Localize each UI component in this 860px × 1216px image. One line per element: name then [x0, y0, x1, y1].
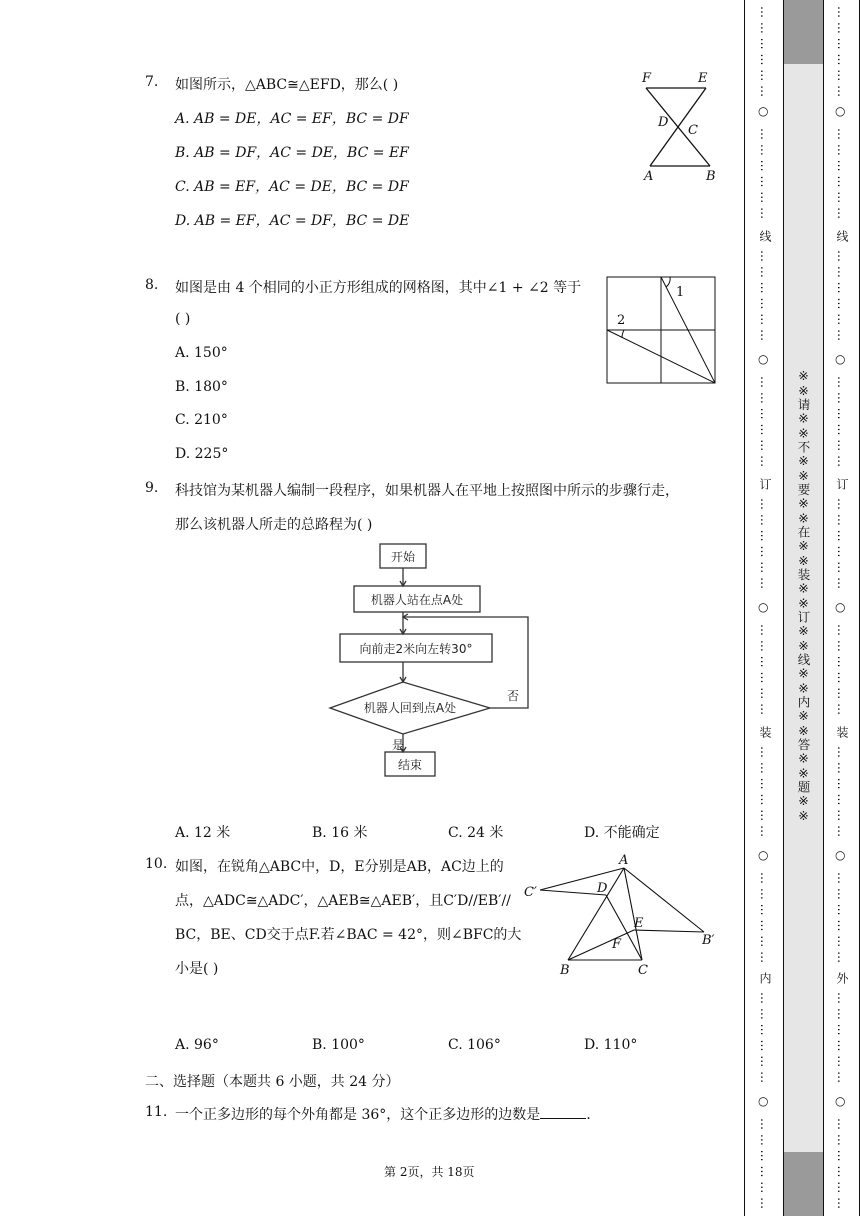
- outer-circle-2: ○: [835, 352, 846, 366]
- q9-flowchart: [328, 540, 532, 788]
- outer-dots-9: … … … … … …: [835, 992, 849, 1084]
- q7-label-e: E: [698, 71, 708, 86]
- q8-option-a: A. 150°: [175, 345, 228, 361]
- outer-circle-5: ○: [835, 1094, 846, 1108]
- q8-grid-figure: [606, 276, 718, 386]
- inner-circle-2: ○: [758, 352, 769, 366]
- outer-dots-5: … … … … … …: [835, 498, 849, 590]
- outer-circle-4: ○: [835, 848, 846, 862]
- q8-angle-1-label: 1: [676, 285, 685, 300]
- q7-stem: 如图所示，△ABC≅△EFD，那么( ): [175, 77, 399, 93]
- q10-triangle-figure: [520, 850, 720, 980]
- q8-option-c: C. 210°: [175, 412, 228, 428]
- q7-option-d: D. AB = EF，AC = DF，BC = DE: [175, 213, 410, 229]
- outer-dots-6: … … … … … …: [835, 624, 849, 716]
- q7-figure: [636, 66, 726, 186]
- q9-stem: 科技馆为某机器人编制一段程序，如果机器人在平地上按照图中所示的步骤行走，: [175, 483, 679, 499]
- inner-label-nei: 内: [758, 972, 772, 984]
- outer-dots-1: … … … … … …: [835, 6, 849, 98]
- inner-dots-10: … … … … … …: [758, 1118, 772, 1210]
- q8-stem-paren: ( ): [175, 311, 191, 327]
- inner-circle-5: ○: [758, 1094, 769, 1108]
- outer-dots-10: … … … … … …: [835, 1118, 849, 1210]
- q11-stem-end: .: [586, 1107, 591, 1123]
- flow-start-label: 开始: [390, 550, 416, 564]
- q7-label-f: F: [642, 71, 652, 86]
- q10-label-b-prime: B′: [702, 933, 715, 948]
- inner-dots-5: … … … … … …: [758, 498, 772, 590]
- binding-line-3: [823, 0, 824, 1216]
- inner-dots-2: … … … … … …: [758, 128, 772, 220]
- q10-label-b: B: [560, 963, 570, 978]
- flow-yes-label: 是: [391, 738, 405, 752]
- binding-notice: ※※请※※不※※要※※在※※装※※订※※线※※内※※答※※题※※: [796, 368, 811, 823]
- flow-no-label: 否: [506, 689, 520, 703]
- q8-number: 8.: [145, 277, 159, 293]
- q10-option-b: B. 100°: [312, 1037, 365, 1053]
- outer-dots-4: … … … … … …: [835, 376, 849, 468]
- q10-label-a: A: [619, 853, 629, 868]
- q10-label-c-prime: C′: [524, 885, 537, 900]
- binding-line-1: [744, 0, 745, 1216]
- q8-option-b: B. 180°: [175, 379, 228, 395]
- q9-stem-line2: 那么该机器人所走的总路程为( ): [175, 517, 373, 533]
- outer-dots-7: … … … … … …: [835, 746, 849, 838]
- binding-gray-bottom: [783, 1152, 823, 1216]
- q9-option-a: A. 12 米: [175, 825, 231, 841]
- q10-option-a: A. 96°: [175, 1037, 219, 1053]
- outer-label-ding: 订: [835, 478, 849, 490]
- q7-label-d: D: [658, 115, 669, 130]
- outer-label-zhuang: 装: [835, 726, 849, 738]
- q10-line-3: BC，BE、CD交于点F.若∠BAC = 42°，则∠BFC的大: [175, 927, 522, 943]
- flow-decision-label: 机器人回到点A处: [363, 701, 457, 715]
- q11-number: 11.: [145, 1104, 168, 1120]
- page-footer: 第 2页，共 18页: [384, 1165, 475, 1179]
- inner-dots-6: … … … … … …: [758, 624, 772, 716]
- q10-line-4: 小是( ): [175, 961, 219, 977]
- inner-label-zhuang: 装: [758, 726, 772, 738]
- q10-label-c: C: [638, 963, 648, 978]
- q7-label-a: A: [644, 169, 654, 184]
- outer-circle-3: ○: [835, 600, 846, 614]
- section-two-heading: 二、选择题（本题共 6 小题，共 24 分）: [145, 1074, 400, 1090]
- outer-dots-8: … … … … … …: [835, 872, 849, 964]
- inner-dots-8: … … … … … …: [758, 872, 772, 964]
- q9-option-b: B. 16 米: [312, 825, 368, 841]
- q10-line-2: 点，△ADC≅△ADC′，△AEB≅△AEB′，且C′D//EB′//: [175, 893, 511, 909]
- q10-line-1: 如图，在锐角△ABC中，D，E分别是AB，AC边上的: [175, 859, 504, 875]
- q10-label-e: E: [634, 916, 644, 931]
- outer-dots-3: … … … … … …: [835, 250, 849, 342]
- q11-answer-blank: [540, 1106, 586, 1119]
- outer-label-xian: 线: [835, 230, 849, 242]
- flow-end-label: 结束: [397, 758, 423, 772]
- inner-circle-3: ○: [758, 600, 769, 614]
- binding-gray-top: [783, 0, 823, 64]
- flow-step1-label: 机器人站在点A处: [370, 593, 464, 607]
- inner-dots-3: … … … … … …: [758, 250, 772, 342]
- inner-circle-1: ○: [758, 104, 769, 118]
- q7-option-b: B. AB = DF，AC = DE，BC = EF: [175, 145, 409, 161]
- q8-stem: 如图是由 4 个相同的小正方形组成的网格图，其中∠1 + ∠2 等于: [175, 280, 582, 296]
- inner-dots-4: … … … … … …: [758, 376, 772, 468]
- q7-label-c: C: [688, 123, 698, 138]
- q11-stem-text: 一个正多边形的每个外角都是 36°，这个正多边形的边数是: [175, 1107, 541, 1123]
- outer-dots-2: … … … … … …: [835, 128, 849, 220]
- q10-option-d: D. 110°: [584, 1037, 638, 1053]
- q9-option-c: C. 24 米: [448, 825, 504, 841]
- q10-label-f: F: [612, 937, 622, 952]
- q10-label-d: D: [597, 881, 608, 896]
- inner-dots-9: … … … … … …: [758, 992, 772, 1084]
- inner-dots-1: … … … … … …: [758, 6, 772, 98]
- q7-label-b: B: [706, 169, 716, 184]
- q10-option-c: C. 106°: [448, 1037, 501, 1053]
- flow-step2-label: 向前走2米向左转30°: [359, 642, 473, 656]
- inner-circle-4: ○: [758, 848, 769, 862]
- q7-option-a: A. AB = DE，AC = EF，BC = DF: [175, 111, 409, 127]
- binding-line-2: [783, 0, 784, 1216]
- inner-label-xian: 线: [758, 230, 772, 242]
- outer-circle-1: ○: [835, 104, 846, 118]
- inner-dots-7: … … … … … …: [758, 746, 772, 838]
- q7-number: 7.: [145, 74, 159, 90]
- q9-option-d: D. 不能确定: [584, 825, 660, 841]
- outer-label-wai: 外: [835, 972, 849, 984]
- q10-number: 10.: [145, 856, 168, 872]
- inner-label-ding: 订: [758, 478, 772, 490]
- q7-option-c: C. AB = EF，AC = DE，BC = DF: [175, 179, 409, 195]
- q11-stem: [175, 1104, 591, 1124]
- q8-angle-2-label: 2: [617, 313, 626, 328]
- q9-number: 9.: [145, 480, 159, 496]
- q8-option-d: D. 225°: [175, 446, 229, 462]
